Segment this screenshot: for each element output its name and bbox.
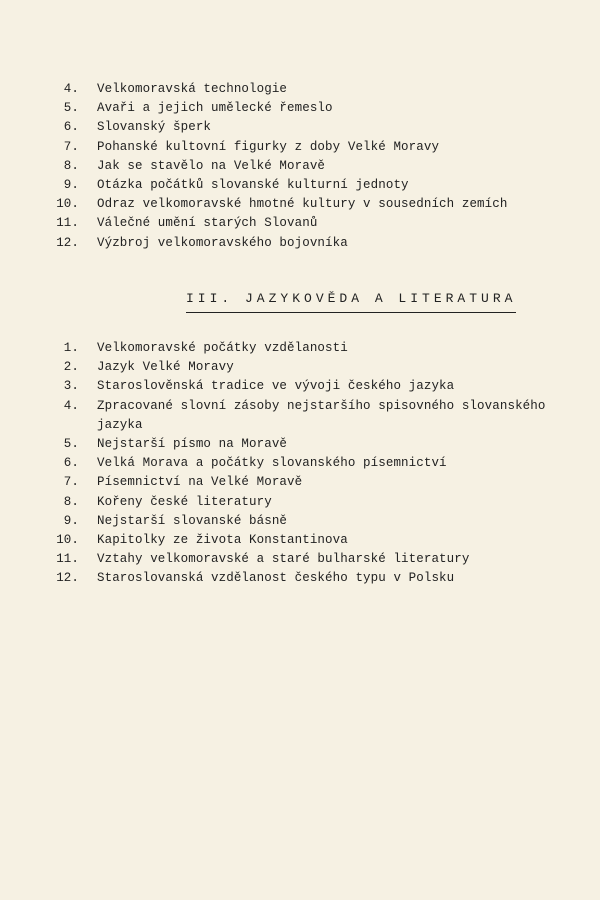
- list-item: [0, 358, 600, 377]
- item-text: Nejstarší písmo na Moravě: [97, 437, 288, 452]
- item-text: Výzbroj velkomoravského bojovníka: [97, 235, 348, 250]
- item-text: Avaři a jejich umělecké řemeslo: [97, 101, 333, 116]
- item-text: Jak se stavělo na Velké Moravě: [97, 158, 326, 173]
- list-item: [0, 473, 600, 492]
- item-number: 9.: [63, 513, 79, 528]
- item-text: Písemnictví na Velké Moravě: [97, 475, 303, 490]
- list-section-linguistics: [0, 339, 600, 589]
- item-number: 7.: [63, 475, 79, 490]
- list-item: [0, 512, 600, 531]
- item-number: 10.: [56, 533, 79, 548]
- item-number: 8.: [63, 158, 79, 173]
- item-number: 2.: [63, 360, 79, 375]
- section-heading: III. JAZYKOVĚDA A LITERATURA: [186, 290, 516, 313]
- item-text: Staroslověnská tradice ve vývoji českého jazyka: [97, 379, 455, 394]
- list-item: [0, 118, 600, 137]
- item-number: 6.: [63, 456, 79, 471]
- item-number: 12.: [56, 235, 79, 250]
- item-number: 8.: [63, 494, 79, 509]
- list-item: [0, 195, 600, 214]
- item-number: 10.: [56, 197, 79, 212]
- item-number: 5.: [63, 437, 79, 452]
- item-number: 4.: [63, 398, 79, 413]
- list-section-archaeology: [0, 80, 600, 253]
- list-item: [0, 493, 600, 512]
- item-number: 3.: [63, 379, 79, 394]
- list-item: [0, 569, 600, 588]
- list-item: [0, 176, 600, 195]
- item-number: 9.: [63, 178, 79, 193]
- item-number: 11.: [56, 216, 79, 231]
- list-item: [0, 234, 600, 253]
- item-text: Staroslovanská vzdělanost českého typu v Polsku: [97, 571, 455, 586]
- item-text: Velkomoravská technologie: [97, 82, 288, 96]
- list-item: [0, 80, 600, 99]
- item-text: Slovanský šperk: [97, 120, 212, 135]
- item-number: 6.: [63, 120, 79, 135]
- item-text: Válečné umění starých Slovanů: [97, 216, 318, 231]
- list-item: [0, 397, 600, 435]
- item-number: 12.: [56, 571, 79, 586]
- list-item: [0, 454, 600, 473]
- item-text: Pohanské kultovní figurky z doby Velké Moravy: [97, 139, 440, 154]
- item-text: Odraz velkomoravské hmotné kultury v sousedních zemích: [97, 197, 508, 212]
- list-item: [0, 377, 600, 396]
- item-text: Nejstarší slovanské básně: [97, 513, 288, 528]
- item-text: Jazyk Velké Moravy: [97, 360, 234, 375]
- item-number: 11.: [56, 552, 79, 567]
- item-text: Kapitolky ze života Konstantinova: [97, 533, 348, 548]
- list-item: [0, 214, 600, 233]
- item-text: Zpracované slovní zásoby nejstaršího spisovného slovanského jazyka: [97, 398, 546, 432]
- item-number: 5.: [63, 101, 79, 116]
- item-text: Otázka počátků slovanské kulturní jednoty: [97, 178, 409, 193]
- list-item: [0, 157, 600, 176]
- item-text: Kořeny české literatury: [97, 494, 272, 509]
- item-number: 1.: [63, 341, 79, 355]
- list-item: [0, 435, 600, 454]
- list-item: [0, 339, 600, 358]
- item-number: 7.: [63, 139, 79, 154]
- item-text: Velká Morava a počátky slovanského písemnictví: [97, 456, 447, 471]
- item-number: 4.: [63, 82, 79, 96]
- list-item: [0, 531, 600, 550]
- item-text: Vztahy velkomoravské a staré bulharské literatury: [97, 552, 470, 567]
- list-item: [0, 99, 600, 118]
- list-item: [0, 138, 600, 157]
- item-text: Velkomoravské počátky vzdělanosti: [97, 341, 348, 355]
- list-item: [0, 550, 600, 569]
